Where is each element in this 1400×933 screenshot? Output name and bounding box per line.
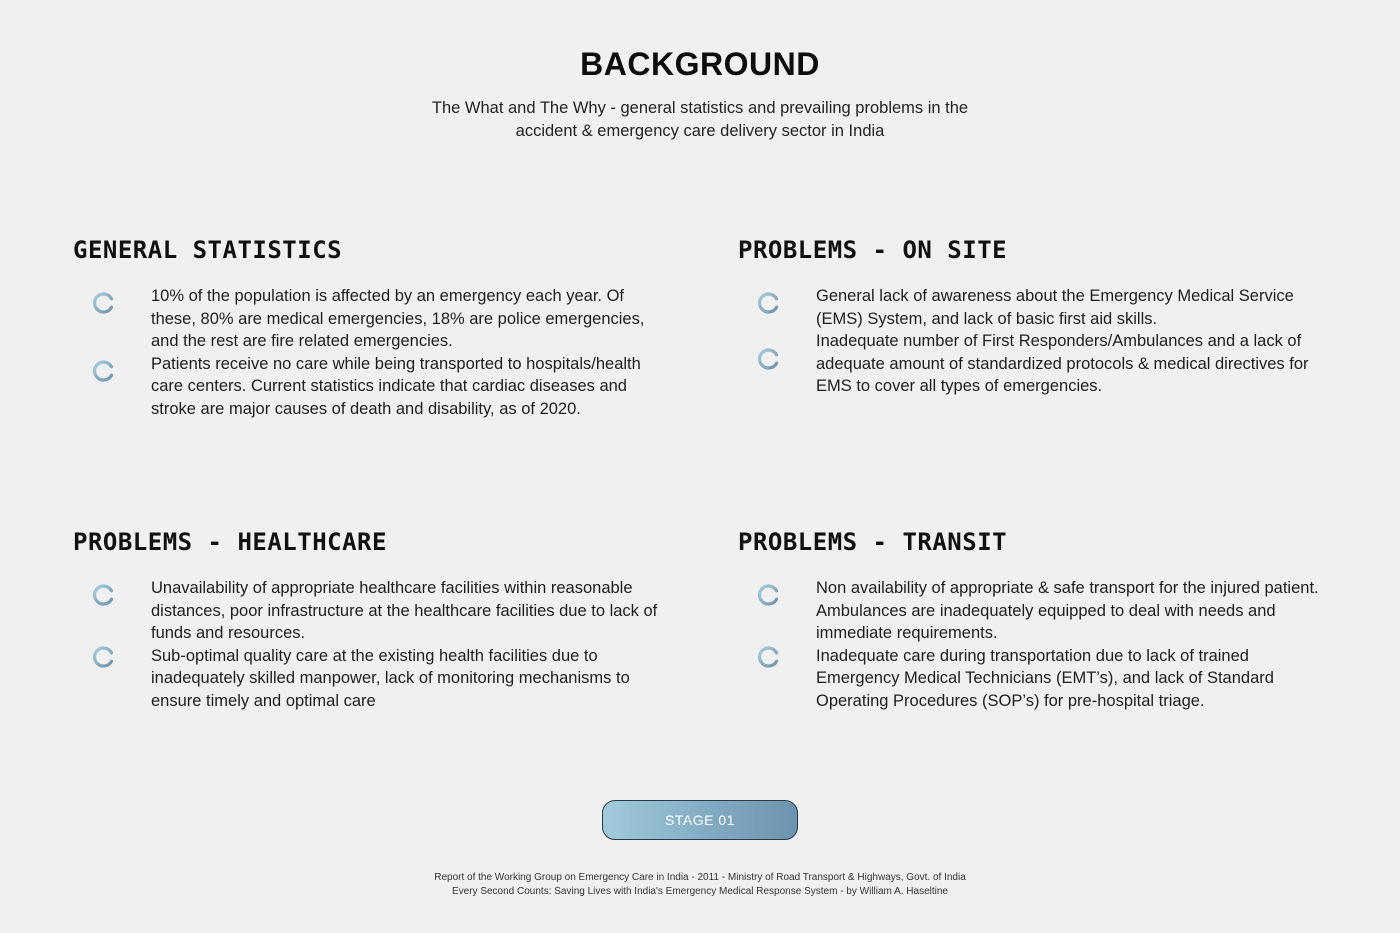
- list-item: [73, 353, 673, 421]
- reference-line-2: Every Second Counts: Saving Lives with India's Emergency Medical Response System - by William A. Haseltine: [451, 886, 948, 897]
- loading-ring-icon: [91, 644, 117, 670]
- list-item: [738, 577, 1338, 645]
- list-item: [738, 645, 1338, 713]
- section-heading: PROBLEMS - ON SITE: [738, 236, 1008, 264]
- loading-ring-icon: [91, 358, 117, 384]
- list-item-text: Non availability of appropriate & safe transport for the injured patient. Ambulances are inadequately equipped to deal with needs and immediate requirements.: [816, 579, 1319, 643]
- stage-button[interactable]: STAGE 01: [602, 800, 798, 840]
- list-item: [738, 330, 1338, 398]
- reference-line-1: Report of the Working Group on Emergency Care in India - 2011 - Ministry of Road Transport & Highways, Govt. of India: [434, 872, 966, 883]
- list-item: [73, 577, 673, 645]
- section-heading: PROBLEMS - TRANSIT: [738, 528, 1008, 556]
- list-item-text: General lack of awareness about the Emergency Medical Service (EMS) System, and lack of basic first aid skills.: [816, 287, 1294, 328]
- section-problems-healthcare: [73, 527, 673, 710]
- subtitle-line-1: The What and The Why - general statistics and prevailing problems in the: [431, 99, 969, 117]
- list-item: [738, 285, 1338, 330]
- loading-ring-icon: [91, 582, 117, 608]
- section-heading: GENERAL STATISTICS: [73, 236, 343, 264]
- list-item: [73, 285, 673, 353]
- references-footer: [300, 871, 1100, 899]
- loading-ring-icon: [756, 582, 782, 608]
- item-list: [738, 577, 1338, 713]
- list-item-text: Sub-optimal quality care at the existing health facilities due to inadequately skilled manpower, lack of monitoring mechanisms to ensure timely and optimal care: [151, 646, 630, 710]
- list-item-text: 10% of the population is affected by an emergency each year. Of these, 80% are medical emergencies, 18% are police emergencies, and the rest are fire related emergencies.: [151, 287, 645, 351]
- list-item: [73, 645, 673, 713]
- section-general-statistics: [73, 235, 673, 418]
- list-item-text: Inadequate care during transportation due to lack of trained Emergency Medical Technicians (EMT’s), and lack of Standard Operating Procedures (SOP’s) for pre-hospital triage.: [816, 646, 1274, 710]
- list-item-text: Unavailability of appropriate healthcare facilities within reasonable distances, poor infrastructure at the healthcare facilities due to lack of funds and resources.: [151, 579, 658, 643]
- section-problems-on-site: [738, 235, 1338, 396]
- subtitle-line-2: accident & emergency care delivery sector in India: [515, 122, 885, 140]
- loading-ring-icon: [756, 644, 782, 670]
- loading-ring-icon: [756, 346, 782, 372]
- loading-ring-icon: [756, 290, 782, 316]
- item-list: [738, 285, 1338, 398]
- section-heading: PROBLEMS - HEALTHCARE: [73, 528, 387, 556]
- page-title: BACKGROUND: [580, 46, 820, 82]
- list-item-text: Inadequate number of First Responders/Ambulances and a lack of adequate amount of standardized protocols & medical directives for EMS to cover all types of emergencies.: [816, 332, 1309, 396]
- item-list: [73, 577, 673, 713]
- section-problems-transit: [738, 527, 1338, 710]
- list-item-text: Patients receive no care while being transported to hospitals/health care centers. Current statistics indicate that cardiac diseases and stroke are major causes of death and disability, as of 2020.: [151, 354, 641, 418]
- loading-ring-icon: [91, 290, 117, 316]
- item-list: [73, 285, 673, 421]
- page-subtitle: [400, 97, 1000, 143]
